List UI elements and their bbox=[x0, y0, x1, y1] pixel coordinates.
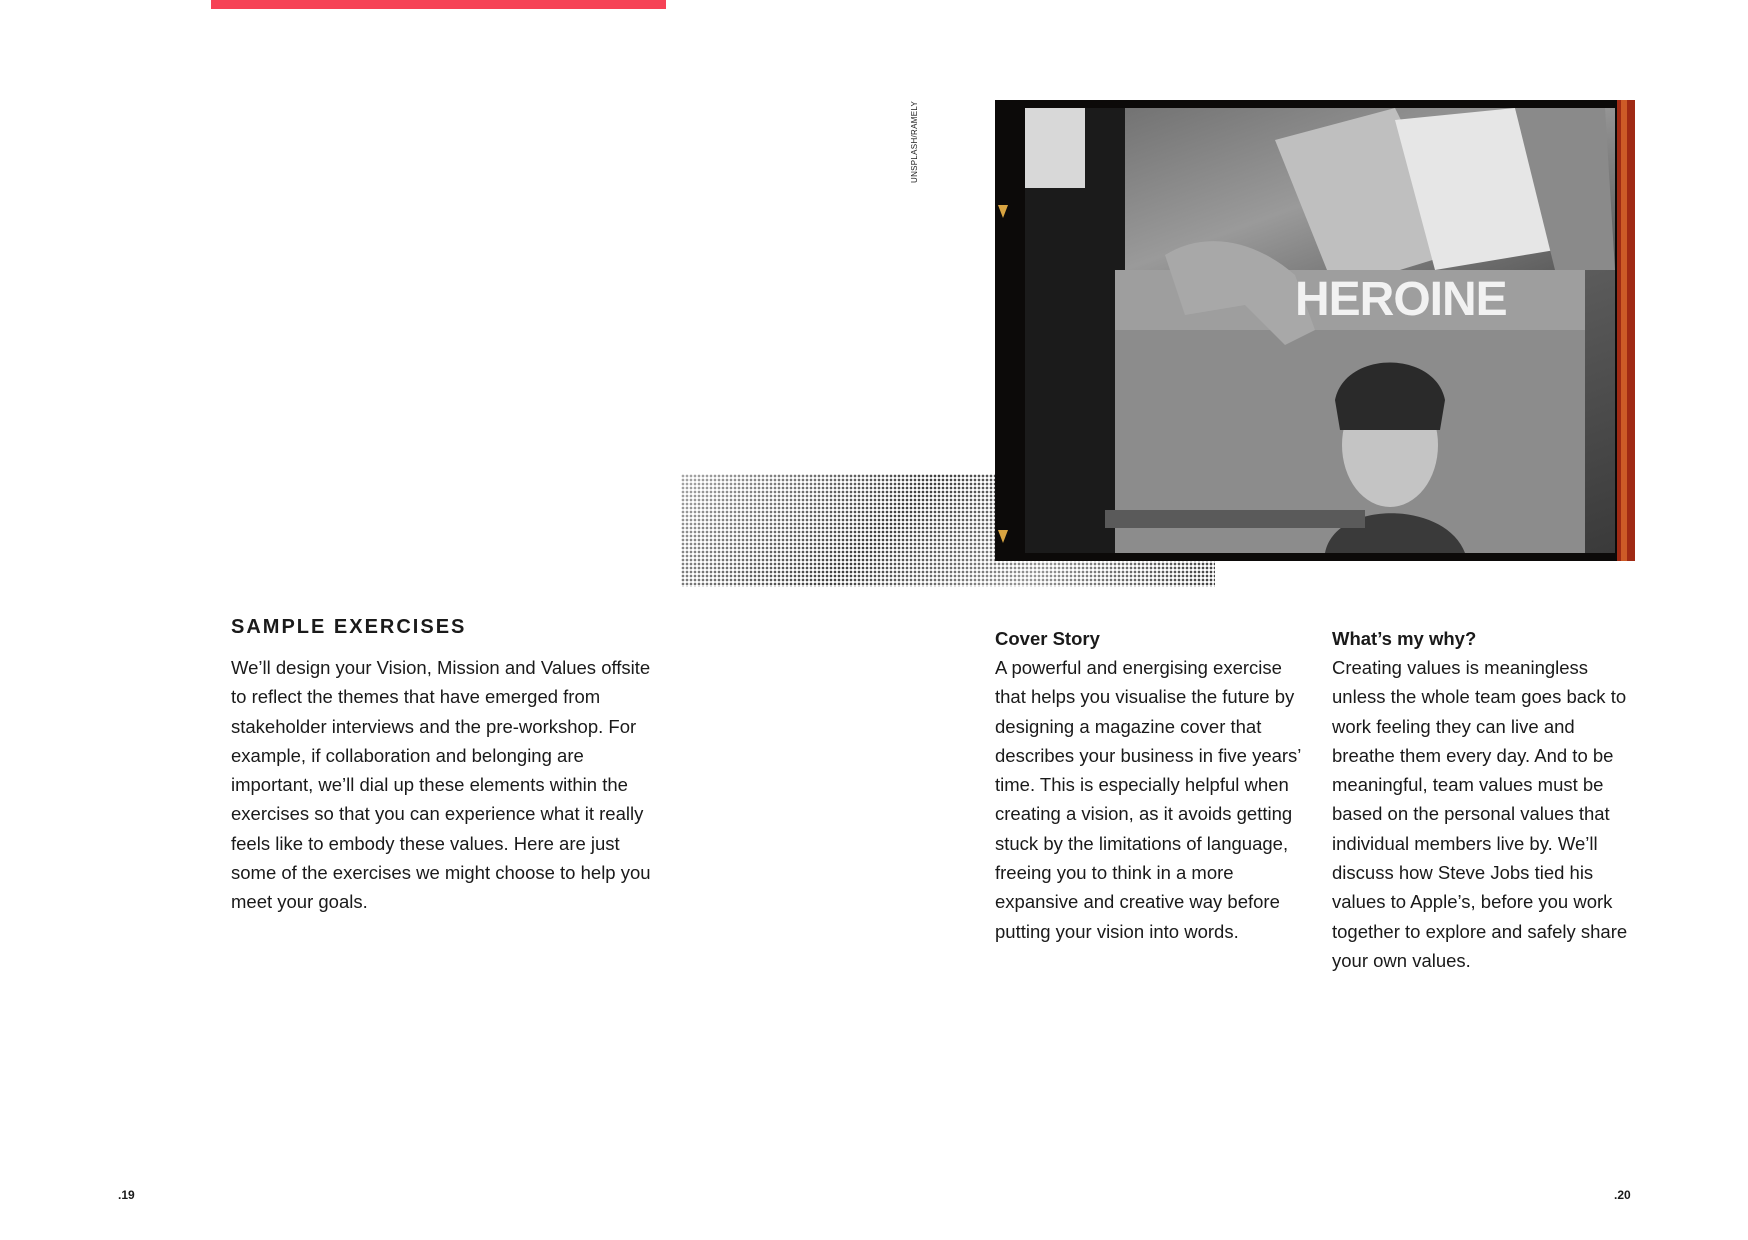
exercise-title-cover-story: Cover Story bbox=[995, 628, 1100, 649]
section-heading: SAMPLE EXERCISES bbox=[231, 616, 467, 638]
exercise-title-whats-my-why: What’s my why? bbox=[1332, 628, 1477, 649]
photo-credit: UNSPLASH/RAMELY bbox=[910, 100, 919, 183]
magazine-stand-photo bbox=[995, 100, 1635, 561]
exercise-body-cover-story: A powerful and energising exercise that helps you visualise the future by designing a magazine cover that describes your business in five years’ time. This is especially helpful when creating a vision, as it avoids getting stuck by the limitations of language, freeing you to think in a more expansive and creative way before putting your vision into words. bbox=[995, 657, 1301, 942]
page-number-left: .19 bbox=[118, 1188, 135, 1202]
exercise-body-whats-my-why: Creating values is meaningless unless the whole team goes back to work feeling they can live and breathe them every day. And to be meaningful, team values must be based on the personal values that individual members live by. We’ll discuss how Steve Jobs tied his values to Apple’s, before you work together to explore and safely share your own values. bbox=[1332, 657, 1628, 971]
photo-illustration bbox=[995, 100, 1635, 561]
accent-bar bbox=[211, 0, 666, 9]
intro-paragraph: We’ll design your Vision, Mission and Values offsite to reflect the themes that have emerged from stakeholder interviews and the pre-workshop. For example, if collaboration and belonging are important, we’ll dial up these elements within the exercises so that you can experience what it really feels like to embody these values. Here are just some of the exercises we might choose to help you meet your goals. bbox=[231, 657, 651, 913]
page-number-right: .20 bbox=[1614, 1188, 1631, 1202]
magazine-headline: HEROINE bbox=[1295, 273, 1507, 326]
